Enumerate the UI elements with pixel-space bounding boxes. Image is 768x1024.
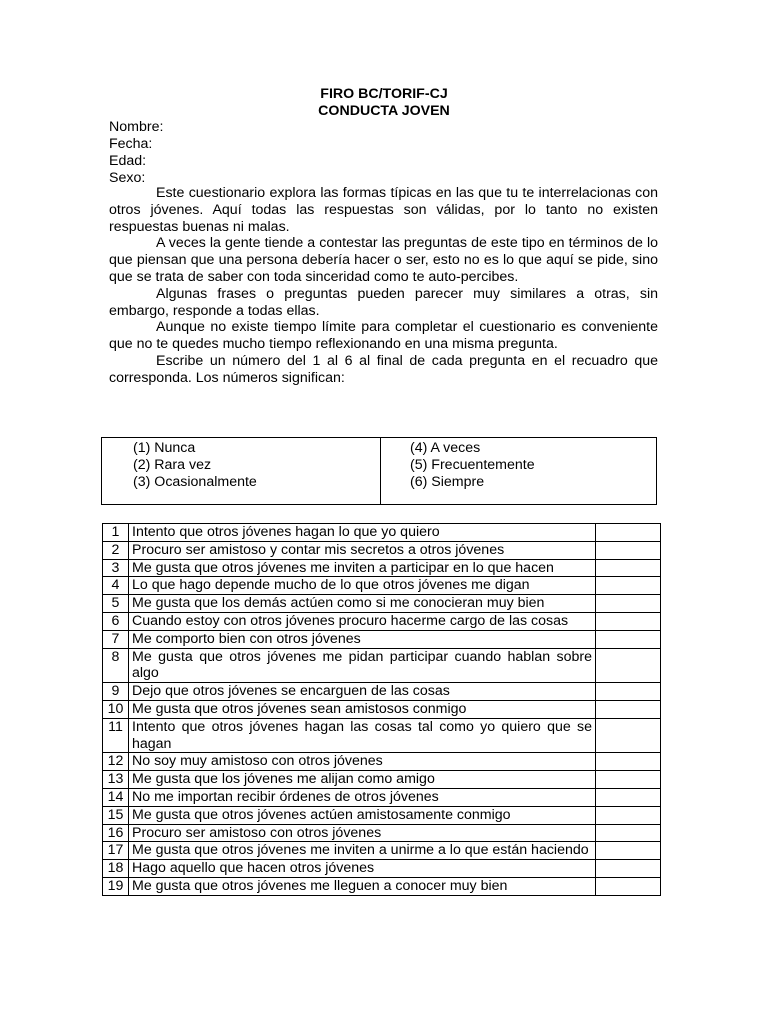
question-text: Me gusta que los demás actúen como si me conocieran muy bien — [129, 595, 596, 613]
instruction-paragraph: Algunas frases o preguntas pueden parecer muy similares a otras, sin embargo, responde a todas ellas. — [109, 285, 658, 319]
answer-box[interactable] — [596, 877, 661, 895]
legend-divider — [380, 438, 381, 504]
question-number: 15 — [103, 806, 129, 824]
question-row — [103, 612, 661, 630]
question-text: No me importan recibir órdenes de otros jóvenes — [129, 788, 596, 806]
answer-box[interactable] — [596, 842, 661, 860]
question-text: Hago aquello que hacen otros jóvenes — [129, 860, 596, 878]
question-text: Me gusta que los jóvenes me alijan como amigo — [129, 771, 596, 789]
question-row — [103, 577, 661, 595]
question-row — [103, 753, 661, 771]
scale-option: (5) Frecuentemente — [410, 457, 535, 473]
question-number: 9 — [103, 683, 129, 701]
question-row — [103, 718, 661, 753]
question-text: Me gusta que otros jóvenes sean amistosos conmigo — [129, 700, 596, 718]
scale-option: (3) Ocasionalmente — [133, 474, 257, 490]
question-number: 7 — [103, 630, 129, 648]
question-row — [103, 771, 661, 789]
question-text: Me comporto bien con otros jóvenes — [129, 630, 596, 648]
scale-option: (1) Nunca — [133, 440, 196, 456]
answer-box[interactable] — [596, 753, 661, 771]
answer-box[interactable] — [596, 541, 661, 559]
answer-box[interactable] — [596, 806, 661, 824]
field-fecha: Fecha: — [109, 136, 153, 152]
question-number: 6 — [103, 612, 129, 630]
answer-box[interactable] — [596, 559, 661, 577]
question-number: 14 — [103, 788, 129, 806]
answer-box[interactable] — [596, 824, 661, 842]
question-row — [103, 648, 661, 683]
question-row — [103, 860, 661, 878]
instruction-paragraph: Este cuestionario explora las formas típicas en las que tu te interrelacionas con otros jóvenes. Aquí todas las respuestas son válidas, por lo tanto no existen respuestas buenas ni malas. — [109, 185, 658, 235]
question-text: Procuro ser amistoso con otros jóvenes — [129, 824, 596, 842]
question-row — [103, 524, 661, 542]
title-line-2: CONDUCTA JOVEN — [318, 102, 450, 119]
question-number: 10 — [103, 700, 129, 718]
answer-box[interactable] — [596, 648, 661, 683]
field-edad: Edad: — [109, 153, 147, 169]
question-text: Me gusta que otros jóvenes me pidan participar cuando hablan sobre algo — [129, 648, 596, 683]
question-number: 12 — [103, 753, 129, 771]
question-text: No soy muy amistoso con otros jóvenes — [129, 753, 596, 771]
instruction-paragraph: Aunque no existe tiempo límite para completar el cuestionario es conveniente que no te quedes mucho tiempo reflexionando en una misma pregunta. — [109, 319, 658, 353]
answer-box[interactable] — [596, 612, 661, 630]
question-row — [103, 877, 661, 895]
instructions — [109, 185, 658, 387]
question-row — [103, 788, 661, 806]
question-text: Dejo que otros jóvenes se encarguen de las cosas — [129, 683, 596, 701]
question-number: 11 — [103, 718, 129, 753]
document-title — [0, 86, 768, 119]
question-number: 19 — [103, 877, 129, 895]
question-row — [103, 541, 661, 559]
scale-legend-box — [101, 437, 657, 505]
question-number: 4 — [103, 577, 129, 595]
legend-right-column — [410, 440, 535, 491]
question-number: 17 — [103, 842, 129, 860]
question-number: 16 — [103, 824, 129, 842]
question-number: 13 — [103, 771, 129, 789]
question-row — [103, 842, 661, 860]
questions-table — [102, 523, 661, 896]
question-row — [103, 595, 661, 613]
scale-option: (6) Siempre — [410, 474, 485, 490]
question-number: 1 — [103, 524, 129, 542]
question-text: Intento que otros jóvenes hagan las cosas tal como yo quiero que se hagan — [129, 718, 596, 753]
question-text: Cuando estoy con otros jóvenes procuro hacerme cargo de las cosas — [129, 612, 596, 630]
question-text: Me gusta que otros jóvenes actúen amistosamente conmigo — [129, 806, 596, 824]
answer-box[interactable] — [596, 771, 661, 789]
question-row — [103, 806, 661, 824]
scale-option: (4) A veces — [410, 440, 481, 456]
answer-box[interactable] — [596, 595, 661, 613]
question-text: Me gusta que otros jóvenes me lleguen a conocer muy bien — [129, 877, 596, 895]
question-text: Lo que hago depende mucho de lo que otros jóvenes me digan — [129, 577, 596, 595]
answer-box[interactable] — [596, 700, 661, 718]
question-number: 2 — [103, 541, 129, 559]
instruction-paragraph: Escribe un número del 1 al 6 al final de cada pregunta en el recuadro que corresponda. Los números significan: — [109, 352, 658, 386]
question-row — [103, 700, 661, 718]
question-row — [103, 559, 661, 577]
field-sexo: Sexo: — [109, 170, 146, 186]
answer-box[interactable] — [596, 718, 661, 753]
answer-box[interactable] — [596, 860, 661, 878]
instruction-paragraph: A veces la gente tiende a contestar las preguntas de este tipo en términos de lo que piensan que una persona debería hacer o ser, esto no es lo que aquí se pide, sino que se trata de saber con toda sinceridad como te auto-percibes. — [109, 235, 658, 285]
question-number: 5 — [103, 595, 129, 613]
question-text: Me gusta que otros jóvenes me inviten a participar en lo que hacen — [129, 559, 596, 577]
question-row — [103, 824, 661, 842]
question-number: 3 — [103, 559, 129, 577]
answer-box[interactable] — [596, 577, 661, 595]
scale-option: (2) Rara vez — [133, 457, 212, 473]
question-number: 18 — [103, 860, 129, 878]
answer-box[interactable] — [596, 524, 661, 542]
question-text: Procuro ser amistoso y contar mis secretos a otros jóvenes — [129, 541, 596, 559]
question-row — [103, 683, 661, 701]
legend-left-column — [133, 440, 257, 491]
answer-box[interactable] — [596, 683, 661, 701]
answer-box[interactable] — [596, 630, 661, 648]
question-text: Intento que otros jóvenes hagan lo que yo quiero — [129, 524, 596, 542]
field-nombre: Nombre: — [109, 119, 164, 135]
answer-box[interactable] — [596, 788, 661, 806]
title-line-1: FIRO BC/TORIF-CJ — [320, 86, 448, 102]
question-number: 8 — [103, 648, 129, 683]
personal-fields — [109, 119, 409, 187]
question-row — [103, 630, 661, 648]
question-text: Me gusta que otros jóvenes me inviten a unirme a lo que están haciendo — [129, 842, 596, 860]
